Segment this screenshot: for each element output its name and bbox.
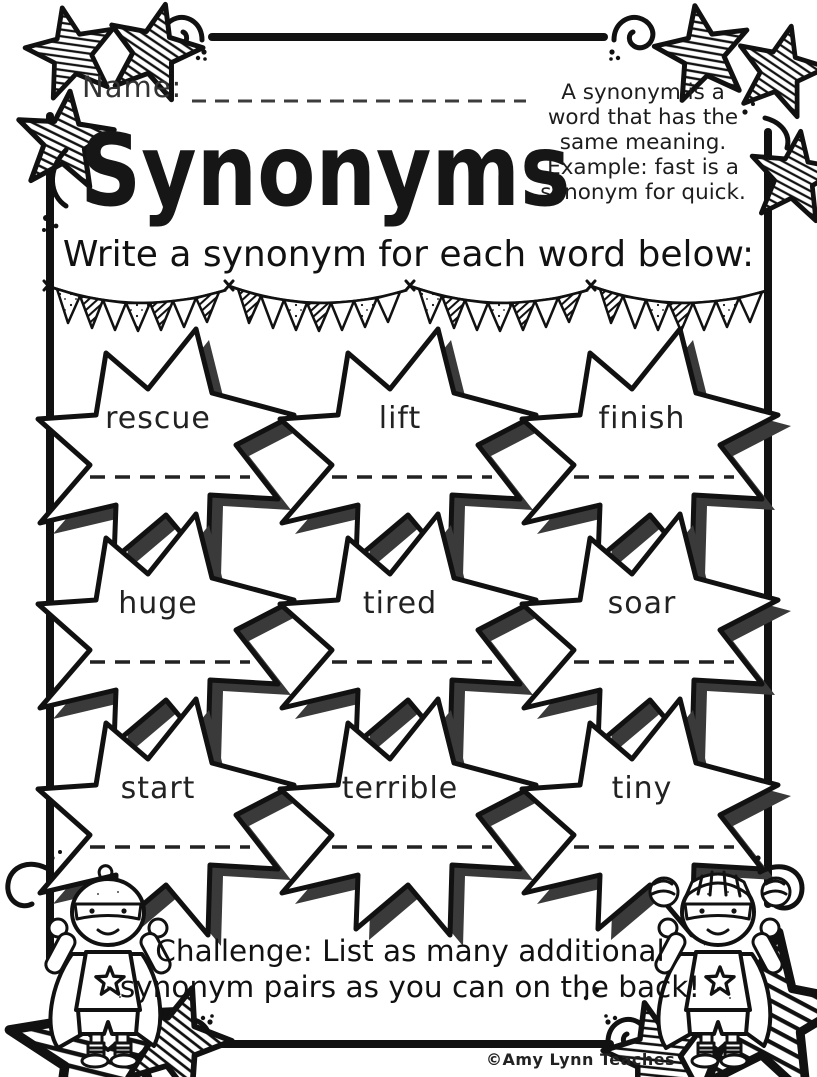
word-label: finish bbox=[598, 401, 686, 436]
word-label: lift bbox=[378, 401, 422, 436]
definition-line: synonym for quick. bbox=[540, 180, 746, 205]
definition-line: word that has the bbox=[547, 105, 739, 130]
challenge-line: synonym pairs as you can on the back! bbox=[119, 970, 701, 1004]
definition-line: A synonym is a bbox=[561, 80, 725, 105]
frame-bottom-border bbox=[214, 1040, 614, 1048]
definition-line: same meaning. bbox=[559, 130, 727, 155]
starburst-icon bbox=[280, 697, 548, 949]
word-label: tiny bbox=[611, 771, 673, 806]
word-burst bbox=[280, 697, 548, 949]
copyright-credit: ©Amy Lynn Teaches bbox=[486, 1050, 676, 1069]
word-label: huge bbox=[118, 586, 198, 621]
definition-line: Example: fast is a bbox=[547, 155, 739, 180]
challenge-text bbox=[110, 933, 710, 1005]
word-label: tired bbox=[362, 586, 438, 621]
challenge-line: Challenge: List as many additional bbox=[155, 934, 665, 968]
page-title: Synonyms bbox=[80, 112, 571, 229]
frame-top-border bbox=[208, 33, 608, 41]
word-label: rescue bbox=[105, 401, 211, 436]
instructions-text: Write a synonym for each word below: bbox=[62, 234, 755, 275]
word-label: start bbox=[120, 771, 196, 806]
name-label: Name: bbox=[82, 70, 183, 104]
name-blank-line bbox=[190, 88, 530, 106]
word-label: soar bbox=[607, 586, 677, 621]
word-label: terrible bbox=[341, 771, 459, 806]
